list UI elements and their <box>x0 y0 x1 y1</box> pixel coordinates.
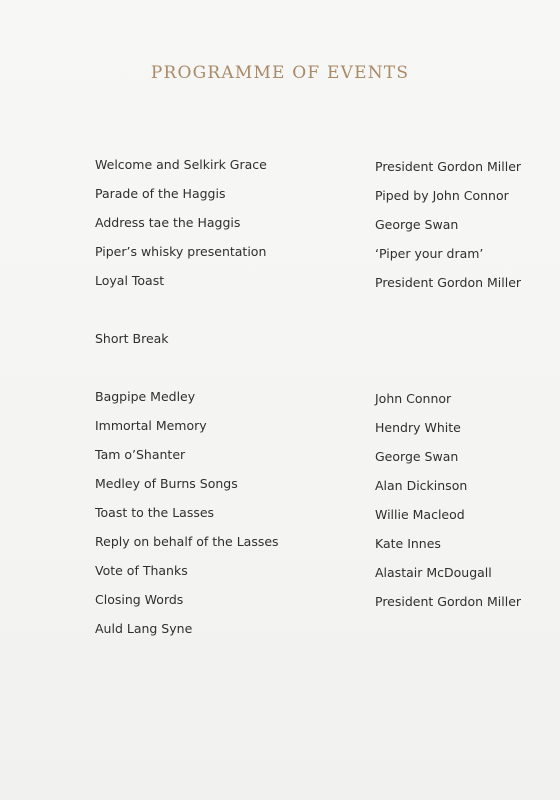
event-name: Piper’s whisky presentation <box>95 244 267 259</box>
event-presenter: President Gordon Miller <box>375 594 522 609</box>
event-presenter: John Connor <box>375 391 452 406</box>
event-presenter: Alastair McDougall <box>375 565 492 580</box>
event-name: Toast to the Lasses <box>95 505 215 520</box>
event-name: Loyal Toast <box>95 273 165 288</box>
event-name: Vote of Thanks <box>95 563 188 578</box>
event-name: Parade of the Haggis <box>95 186 226 201</box>
event-presenter: President Gordon Miller <box>375 275 522 290</box>
event-name: Welcome and Selkirk Grace <box>95 157 267 172</box>
event-presenter: Kate Innes <box>375 536 441 551</box>
event-name: Auld Lang Syne <box>95 621 193 636</box>
event-presenter: President Gordon Miller <box>375 159 522 174</box>
page-title: PROGRAMME OF EVENTS <box>150 63 410 83</box>
event-presenter: Piped by John Connor <box>375 188 509 203</box>
event-name: Address tae the Haggis <box>95 215 241 230</box>
event-presenter: ‘Piper your dram’ <box>375 246 484 261</box>
event-presenter: Hendry White <box>375 420 461 435</box>
event-presenter: Willie Macleod <box>375 507 465 522</box>
event-name: Bagpipe Medley <box>95 389 196 404</box>
event-name: Immortal Memory <box>95 418 207 433</box>
event-name: Tam o’Shanter <box>95 447 186 462</box>
event-presenter: George Swan <box>375 217 459 232</box>
event-presenter: Alan Dickinson <box>375 478 468 493</box>
event-name: Reply on behalf of the Lasses <box>95 534 279 549</box>
event-name: Closing Words <box>95 592 184 607</box>
event-presenter: George Swan <box>375 449 459 464</box>
event-name: Medley of Burns Songs <box>95 476 238 491</box>
short-break-label: Short Break <box>95 331 169 346</box>
